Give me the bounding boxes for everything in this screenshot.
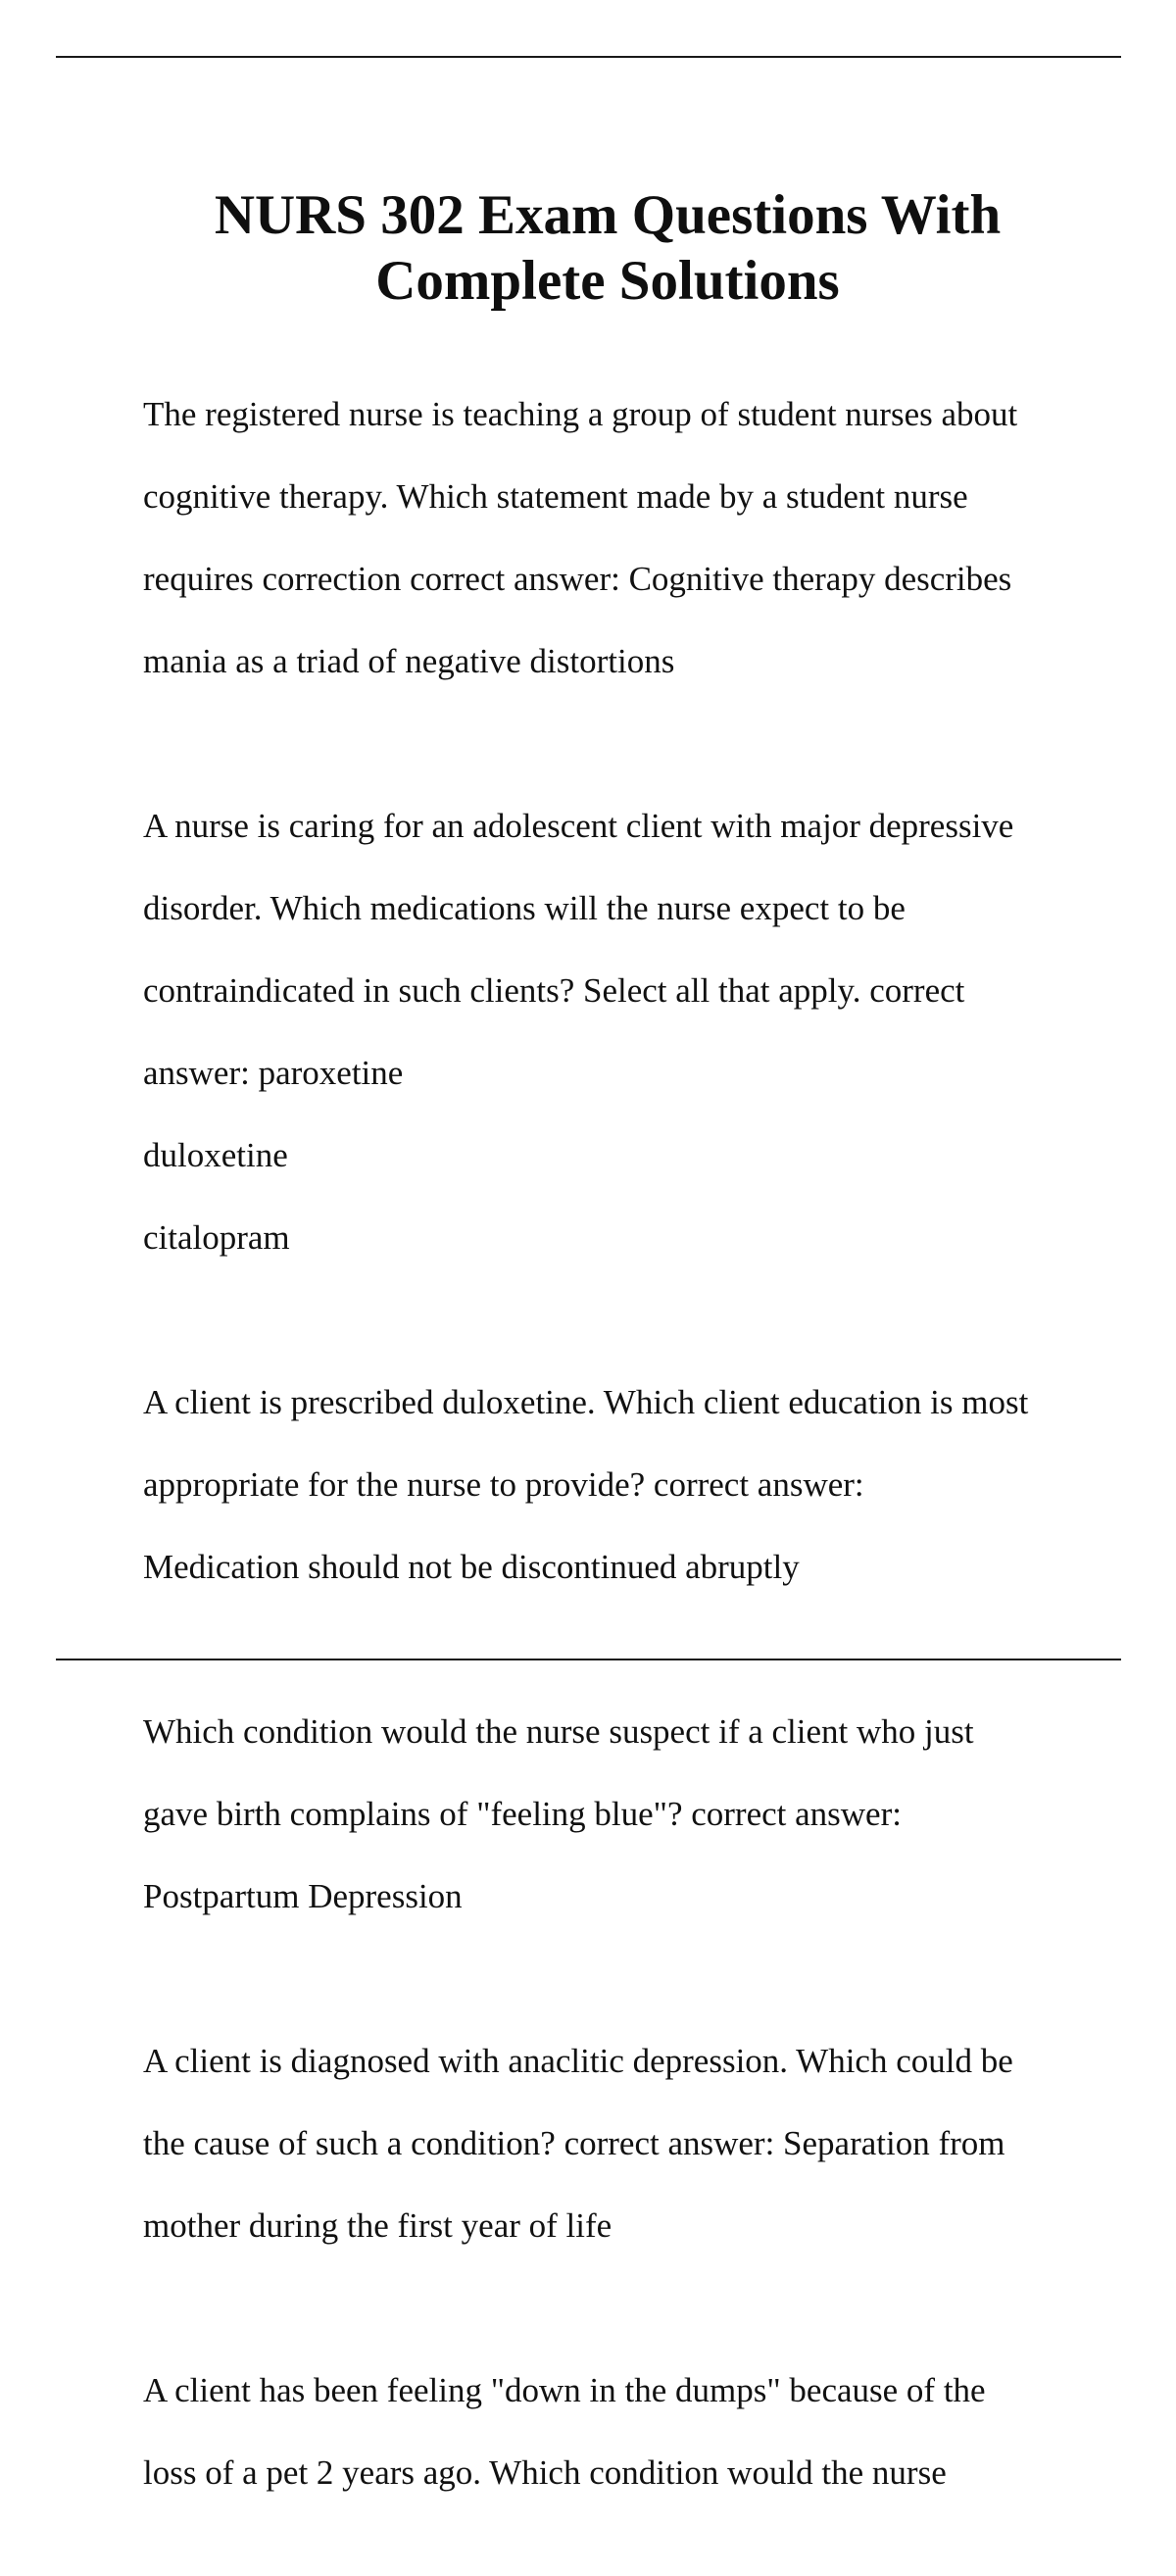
text-line: cognitive therapy. Which statement made by a student nurse	[143, 477, 968, 516]
text-line: Which condition would the nurse suspect if a client who just	[143, 1712, 974, 1751]
top-rule	[56, 56, 1121, 58]
text-line: A client is prescribed duloxetine. Which client education is most	[143, 1383, 1029, 1421]
text-line: appropriate for the nurse to provide? correct answer:	[143, 1465, 864, 1504]
text-line: A client has been feeling "down in the dumps" because of the	[143, 2371, 986, 2409]
text-line: mother during the first year of life	[143, 2206, 612, 2245]
text-line: disorder. Which medications will the nurse expect to be	[143, 889, 906, 927]
bottom-rule	[56, 1659, 1121, 1660]
text-line: A client is diagnosed with anaclitic depression. Which could be	[143, 2042, 1013, 2080]
document-title	[137, 182, 1078, 314]
question-item	[143, 2000, 1084, 2288]
text-line: duloxetine	[143, 1136, 288, 1174]
title-line: NURS 302 Exam Questions With	[214, 184, 1002, 246]
text-line: Postpartum Depression	[143, 1877, 463, 1915]
text-line: loss of a pet 2 years ago. Which condition would the nurse	[143, 2453, 947, 2492]
question-item	[143, 2329, 1084, 2535]
text-line: Medication should not be discontinued abruptly	[143, 1548, 800, 1586]
text-line: contraindicated in such clients? Select all that apply. correct	[143, 971, 965, 1010]
text-line: citalopram	[143, 1218, 290, 1257]
question-item	[143, 1341, 1084, 1629]
text-line: gave birth complains of "feeling blue"? correct answer:	[143, 1795, 902, 1833]
text-line: requires correction correct answer: Cognitive therapy describes	[143, 560, 1012, 598]
question-list	[143, 353, 1084, 2576]
text-line: mania as a triad of negative distortions	[143, 642, 675, 680]
question-item	[143, 1670, 1084, 1958]
question-item	[143, 353, 1084, 723]
text-line: answer: paroxetine	[143, 1054, 404, 1092]
text-line: The registered nurse is teaching a group of student nurses about	[143, 395, 1018, 433]
text-line: A nurse is caring for an adolescent client with major depressive	[143, 807, 1014, 845]
title-line: Complete Solutions	[375, 250, 840, 312]
question-item	[143, 765, 1084, 1300]
text-line: the cause of such a condition? correct answer: Separation from	[143, 2124, 1005, 2162]
